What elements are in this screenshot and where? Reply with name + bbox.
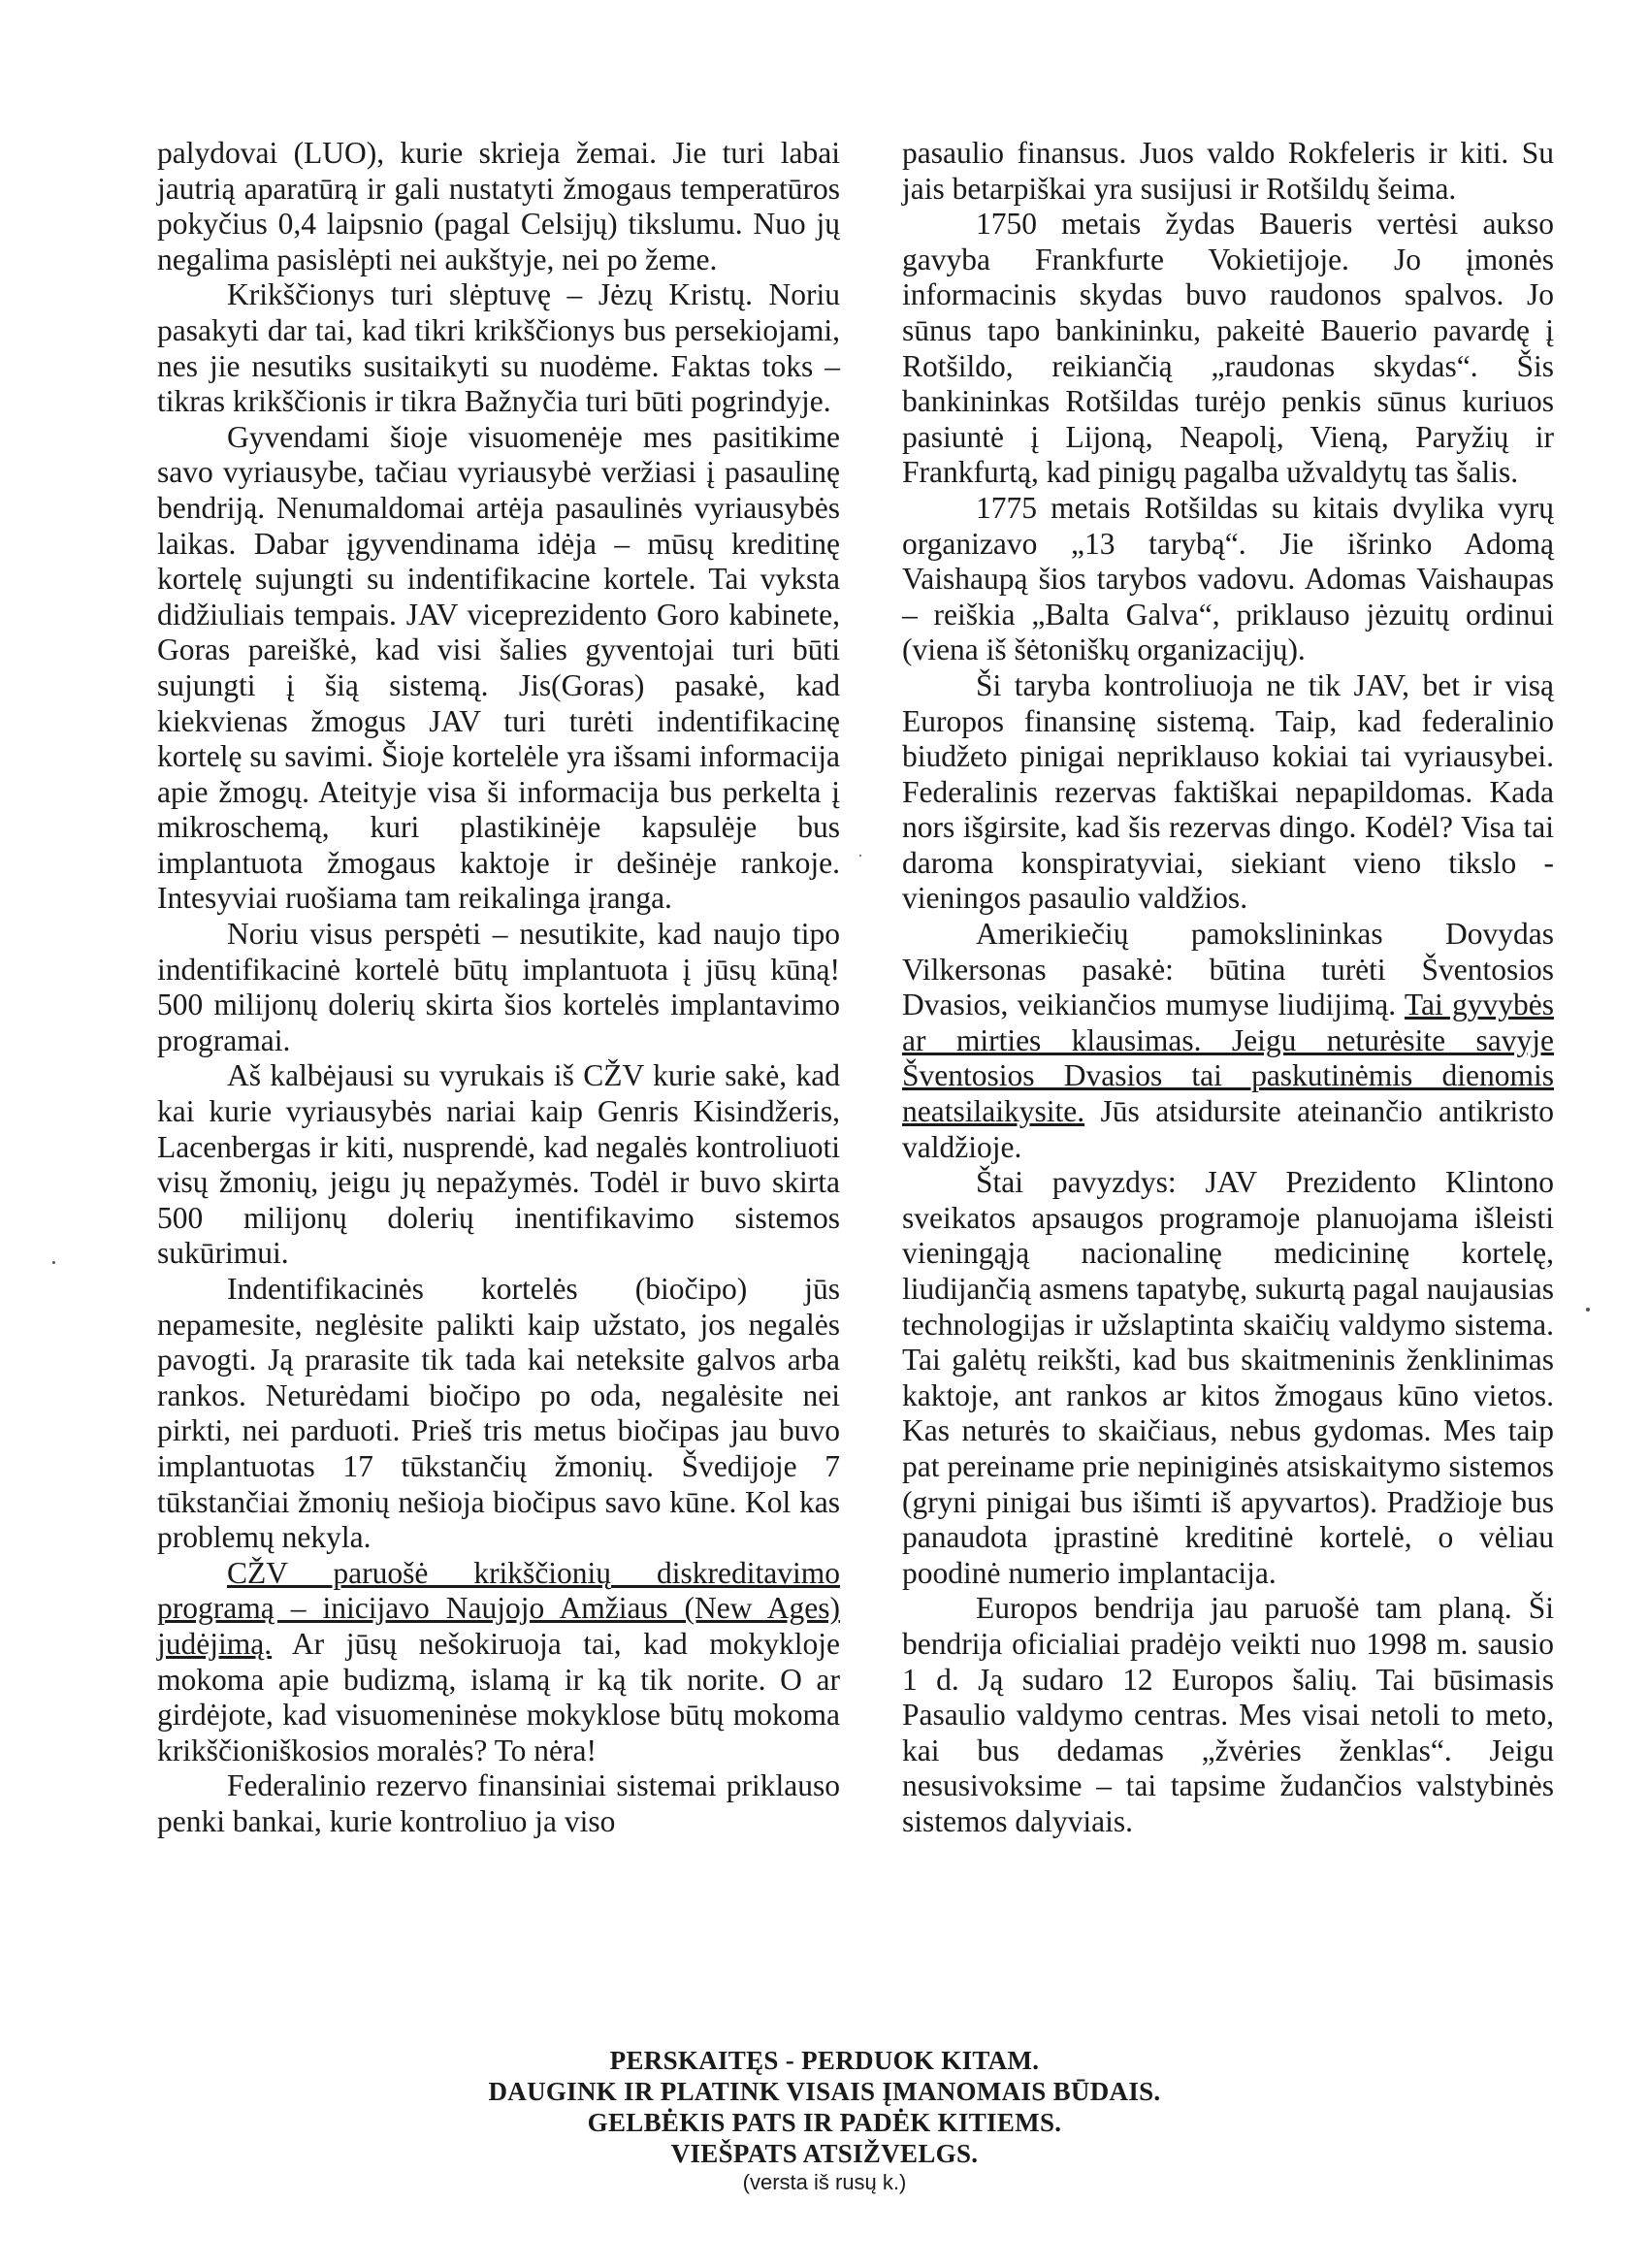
scan-speck (1586, 1308, 1590, 1312)
right-column (902, 136, 1554, 1840)
paragraph-text: Ši taryba kontroliuoja ne tik JAV, bet ir visą Europos finansinę sistemą. Taip, kad federalinio biudžeto pinigai nepriklauso kokiai tai vyriausybei. Federalinis rezervas faktiškai nepapildomas. Kada nors išgirsite, kad šis rezervas dingo. Kodėl? Visa tai daroma konspiratyviai, siekiant vieno tikslo - vieningos pasaulio valdžios. (902, 667, 1554, 916)
paragraph-text: Indentifikacinės kortelės (biočipo) jūs nepamesite, neglėsite palikti kaip užstato, jos negalės pavogti. Ją prarasite tik tada kai neteksite galvos arba rankos. Neturėdami biočipo po oda, negalėsite nei pirkti, nei parduoti. Prieš tris metus biočipas jau buvo implantuotas 17 tūkstančių žmonių. Švedijoje 7 tūkstančiai žmonių nešioja biočipus savo kūne. Kol kas problemų nekyla. (157, 1272, 840, 1555)
footer-line-4: VIEŠPATS ATSIŽVELGS. (670, 2139, 979, 2168)
paragraph-text: 1775 metais Rotšildas su kitais dvylika vyrų organizavo „13 tarybą“. Jie išrinko Adomą Vaishaupą šios tarybos vadovu. Adomas Vaishaupas – reiškia „Balta Galva“, priklauso jėzuitų ordinui (viena iš šėtoniškų organizacijų). (902, 490, 1554, 667)
right-paragraph (902, 491, 1554, 668)
footer-line-3: GELBĖKIS PATS IR PADĖK KITIEMS. (587, 2108, 1062, 2137)
footer-line-1: PERSKAITĘS - PERDUOK KITAM. (609, 2046, 1040, 2075)
left-paragraph (157, 420, 840, 917)
paragraph-text: Amerikiečių pamokslininkas Dovydas Vilkersonas pasakė: būtina turėti Šventosios Dvasios, veikiančios mumyse liudijimą. (902, 917, 1554, 1022)
paragraph-text: palydovai (LUO), kurie skrieja žemai. Jie turi labai jautrią aparatūrą ir gali nustatyti žmogaus temperatūros pokyčius 0,4 laipsnio (pagal Celsijų) tikslumu. Nuo jų negalima pasislėpti nei aukštyje, nei po žeme. (157, 136, 840, 276)
paragraph-text: Aš kalbėjausi su vyrukais iš CŽV kurie sakė, kad kai kurie vyriausybės nariai kaip Genris Kisindžeris, Lacenbergas ir kiti, nusprendė, kad negalės kontroliuoti visų žmonių, jeigu jų nepažymės. Todėl ir buvo skirta 500 milijonų dolerių inentifikavimo sistemos sukūrimui. (157, 1058, 840, 1271)
paragraph-text: Krikščionys turi slėptuvę – Jėzų Kristų. Noriu pasakyti dar tai, kad tikri krikščionys bus persekiojami, nes jie nesutiks susitaikyti su nuodėme. Faktas toks – tikras krikščionis ir tikra Bažnyčia turi būti pogrindyje. (157, 277, 840, 419)
right-paragraph (902, 1591, 1554, 1839)
left-paragraph (157, 136, 840, 277)
paragraph-text: Noriu visus perspėti – nesutikite, kad naujo tipo indentifikacinė kortelė būtų implantuota į jūsų kūną! 500 milijonų dolerių skirta šios kortelės implantavimo programai. (157, 917, 840, 1057)
paragraph-text: Gyvendami šioje visuomenėje mes pasitikime savo vyriausybe, tačiau vyriausybė veržiasi į pasaulinę bendriją. Nenumaldomai artėja pasaulinės vyriausybės laikas. Dabar įgyvendinama idėja – mūsų kreditinę kortelę sujungti su indentifikacine kortele. Tai vyksta didžiuliais tempais. JAV viceprezidento Goro kabinete, Goras pareiškė, kad visi šalies gyventojai turi būti sujungti į šią sistemą. Jis(Goras) pasakė, kad kiekvienas žmogus JAV turi turėti indentifikacinę kortelę su savimi. Šioje kortelėle yra išsami informacija apie žmogų. Ateityje visa ši informacija bus perkelta į mikroschemą, kuri plastikinėje kapsulėje bus implantuota žmogaus kaktoje ir dešinėje rankoje. Intesyviai ruošiama tam reikalinga įranga. (157, 419, 840, 916)
paragraph-text: 1750 metais žydas Baueris vertėsi aukso gavyba Frankfurte Vokietijoje. Jo įmonės informacinis skydas buvo raudonos spalvos. Jo sūnus tapo bankininku, pakeitė Bauerio pavardę į Rotšildo, reikiančią „raudonas skydas“. Šis bankininkas Rotšildas turėjo penkis sūnus kuriuos pasiuntė į Lijoną, Neapolį, Vieną, Paryžių ir Frankfurtą, kad pinigų pagalba užvaldytų tas šalis. (902, 207, 1554, 490)
left-column (157, 136, 840, 1840)
left-paragraph (157, 1556, 840, 1769)
left-paragraph (157, 917, 840, 1058)
paragraph-text: pasaulio finansus. Juos valdo Rokfeleris ir kiti. Su jais betarpiškai yra susijusi ir Rotšildų šeima. (902, 136, 1554, 206)
right-paragraph (902, 207, 1554, 491)
left-paragraph (157, 1272, 840, 1556)
paragraph-text: Europos bendrija jau paruošė tam planą. Ši bendrija oficialiai pradėjo veikti nuo 1998 m. sausio 1 d. Ją sudaro 12 Europos šalių. Tai būsimasis Pasaulio valdymo centras. Mes visai netoli to meto, kai bus dedamas „žvėries ženklas“. Jeigu nesusivoksime – tai tapsime žudančios valstybinės sistemos dalyviais. (902, 1591, 1554, 1838)
left-paragraph (157, 1768, 840, 1839)
right-paragraph (902, 1165, 1554, 1591)
footer-line-2: DAUGINK IR PLATINK VISAIS ĮMANOMAIS BŪDAIS. (488, 2077, 1161, 2106)
underlined-text: Tai gyvybės ar mirties klausimas. Jeigu neturėsite savyje Šventosios Dvasios tai paskutinėmis dienomis neatsilaikysite. (902, 988, 1555, 1129)
paragraph-text: Štai pavyzdys: JAV Prezidento Klintono sveikatos apsaugos programoje planuojama išleisti vieningąją nacionalinę medicininę kortelę, liudijančią asmens tapatybę, sukurtą pagal naujausias technologijas ir užslaptinta skaičių valdymo sistema. Tai galėtų reikšti, kad bus skaitmeninis ženklinimas kaktoje, ant rankos ar kitos žmogaus kūno vietos. Kas neturės to skaičiaus, nebus gydomas. Mes taip pat pereiname prie nepiniginės atsiskaitymo sistemos (gryni pinigai bus išimti iš apyvartos). Pradžioje bus panaudota įprastinė kreditinė kortelė, o vėliau poodinė numerio implantacija. (902, 1165, 1554, 1590)
right-paragraph (902, 917, 1554, 1165)
left-paragraph (157, 277, 840, 419)
paragraph-text: Jūs atsidursite ateinančio antikristo valdžioje. (902, 1094, 1554, 1164)
right-paragraph (902, 668, 1554, 917)
scan-speck (52, 1261, 55, 1264)
footer (0, 2045, 1649, 2196)
underlined-text: CŽV paruošė krikščionių diskreditavimo programą – inicijavo Naujojo Amžiaus (New Ages) judėjimą. (157, 1555, 840, 1661)
paragraph-text: Federalinio rezervo finansiniai sistemai priklauso penki bankai, kurie kontroliuo ja viso (157, 1768, 840, 1838)
paragraph-text: Ar jūsų nešokiruoja tai, kad mokykloje mokoma apie budizmą, islamą ir ką tik norite. O ar girdėjote, kad visuomeninėse mokyklose būtų mokoma krikščioniškosios moralės? To nėra! (157, 1626, 840, 1767)
scan-speck (859, 855, 861, 857)
left-paragraph (157, 1058, 840, 1272)
right-paragraph (902, 136, 1554, 207)
translation-note: (versta iš rusų k.) (742, 2170, 907, 2194)
